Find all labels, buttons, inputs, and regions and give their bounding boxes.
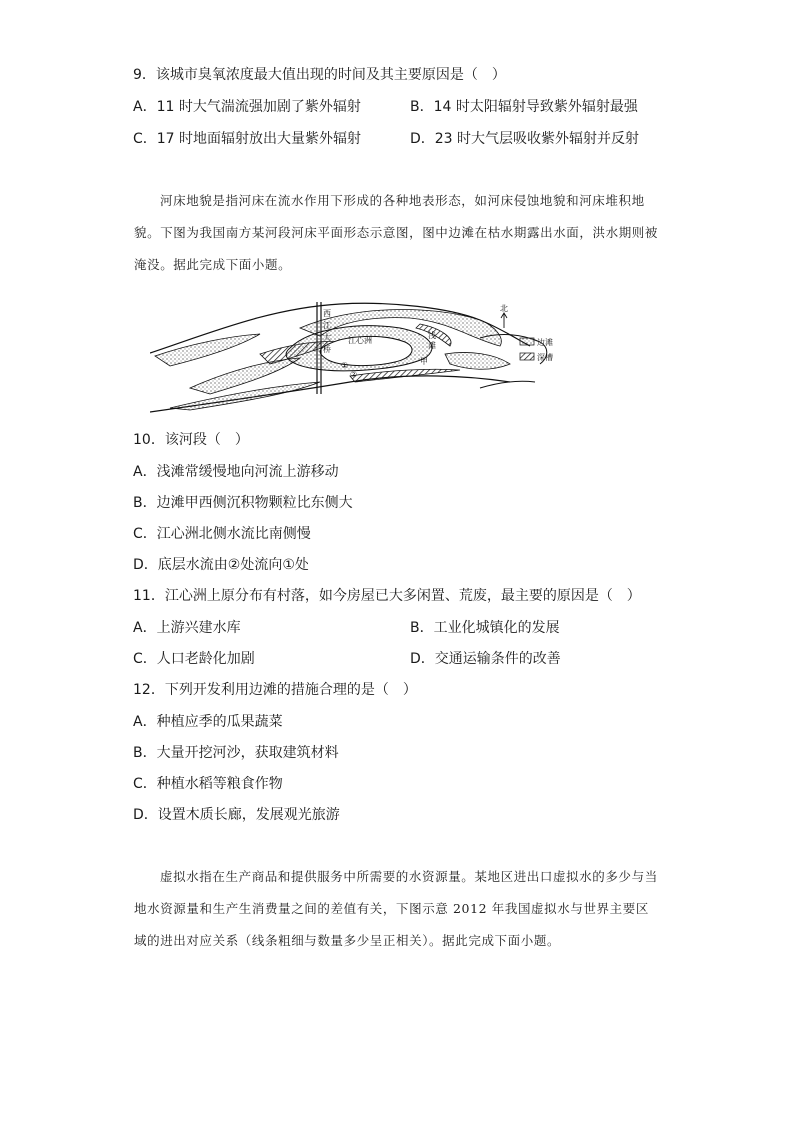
passage-text: 河床地貌是指河床在流水作用下形成的各种地表形态，如河床侵蚀地貌和河床堆积地貌。下图为我国南方某河段河床平面形态示意图，图中边滩在枯水期露出水面，洪水期则被淹没。据此完成下面小题。 <box>134 193 659 272</box>
legend-channel-swatch <box>520 353 534 360</box>
question-12-option-b[interactable]: B．大量开挖河沙，获取建筑材料 <box>133 745 339 761</box>
question-9-option-b[interactable]: B．14 时太阳辐射导致紫外辐射最强 <box>410 99 638 115</box>
question-9-option-a[interactable]: A．11 时大气湍流强加剧了紫外辐射 <box>133 99 361 115</box>
reading-passage-riverbed <box>134 185 662 281</box>
legend-shoal-label: 边滩 <box>537 338 553 347</box>
jia-label: 甲 <box>420 357 428 366</box>
legend-channel-label: 深槽 <box>537 353 553 362</box>
bridge-label-4: 桥 <box>323 345 331 354</box>
shoal-label-2: 滩 <box>428 341 436 350</box>
question-12-stem: 12．下列开发利用边滩的措施合理的是（ ） <box>133 682 417 698</box>
question-10-option-b[interactable]: B．边滩甲西侧沉积物颗粒比东侧大 <box>133 495 353 511</box>
question-10-option-a[interactable]: A．浅滩常缓慢地向河流上游移动 <box>133 464 339 480</box>
river-channel-diagram <box>150 298 570 414</box>
question-10-option-c[interactable]: C．江心洲北侧水流比南侧慢 <box>133 526 311 542</box>
reading-passage-virtual-water <box>134 861 662 957</box>
question-9-stem: 9．该城市臭氧浓度最大值出现的时间及其主要原因是（ ） <box>133 67 506 83</box>
question-11-option-d[interactable]: D．交通运输条件的改善 <box>410 651 561 667</box>
question-10-stem: 10．该河段（ ） <box>133 432 249 448</box>
bridge-label-2: 江 <box>323 321 331 330</box>
point-1-label: ① <box>341 361 349 370</box>
question-9-option-d[interactable]: D．23 时大气层吸收紫外辐射并反射 <box>410 131 640 147</box>
question-9-option-c[interactable]: C．17 时地面辐射放出大量紫外辐射 <box>133 131 362 147</box>
question-12-option-d[interactable]: D．设置木质长廊，发展观光旅游 <box>133 807 340 823</box>
question-11-stem: 11．江心洲上原分布有村落，如今房屋已大多闲置、荒废，最主要的原因是（ ） <box>133 588 641 604</box>
question-12-option-c[interactable]: C．种植水稻等粮食作物 <box>133 776 283 792</box>
shoal-label-1: 浅 <box>428 331 436 340</box>
question-11-option-c[interactable]: C．人口老龄化加剧 <box>133 651 255 667</box>
right-shoal-jia <box>445 352 510 369</box>
island-label: 江心洲 <box>348 336 372 345</box>
left-shoal-1 <box>155 334 260 366</box>
point-2-label: ② <box>350 370 358 379</box>
bridge-label-1: 西 <box>323 309 331 318</box>
river-channel-figure <box>150 298 570 414</box>
question-10-option-d[interactable]: D．底层水流由②处流向①处 <box>133 557 309 573</box>
question-11-option-b[interactable]: B．工业化城镇化的发展 <box>410 620 560 636</box>
right-lower-bank <box>480 381 535 388</box>
left-shoal-3 <box>170 382 320 410</box>
bridge-label-3: 大 <box>323 333 331 342</box>
legend-shoal-swatch <box>520 338 534 345</box>
north-label: 北 <box>500 304 508 313</box>
passage-text: 虚拟水指在生产商品和提供服务中所需要的水资源量。某地区进出口虚拟水的多少与当地水资源量和生产生消费量之间的差值有关，下图示意 2012 年我国虚拟水与世界主要区域的进出对应关系（线条粗细与数量多少呈正相关）。据此完成下面小题。 <box>134 869 658 948</box>
question-11-option-a[interactable]: A．上游兴建水库 <box>133 620 241 636</box>
question-12-option-a[interactable]: A．种植应季的瓜果蔬菜 <box>133 714 283 730</box>
